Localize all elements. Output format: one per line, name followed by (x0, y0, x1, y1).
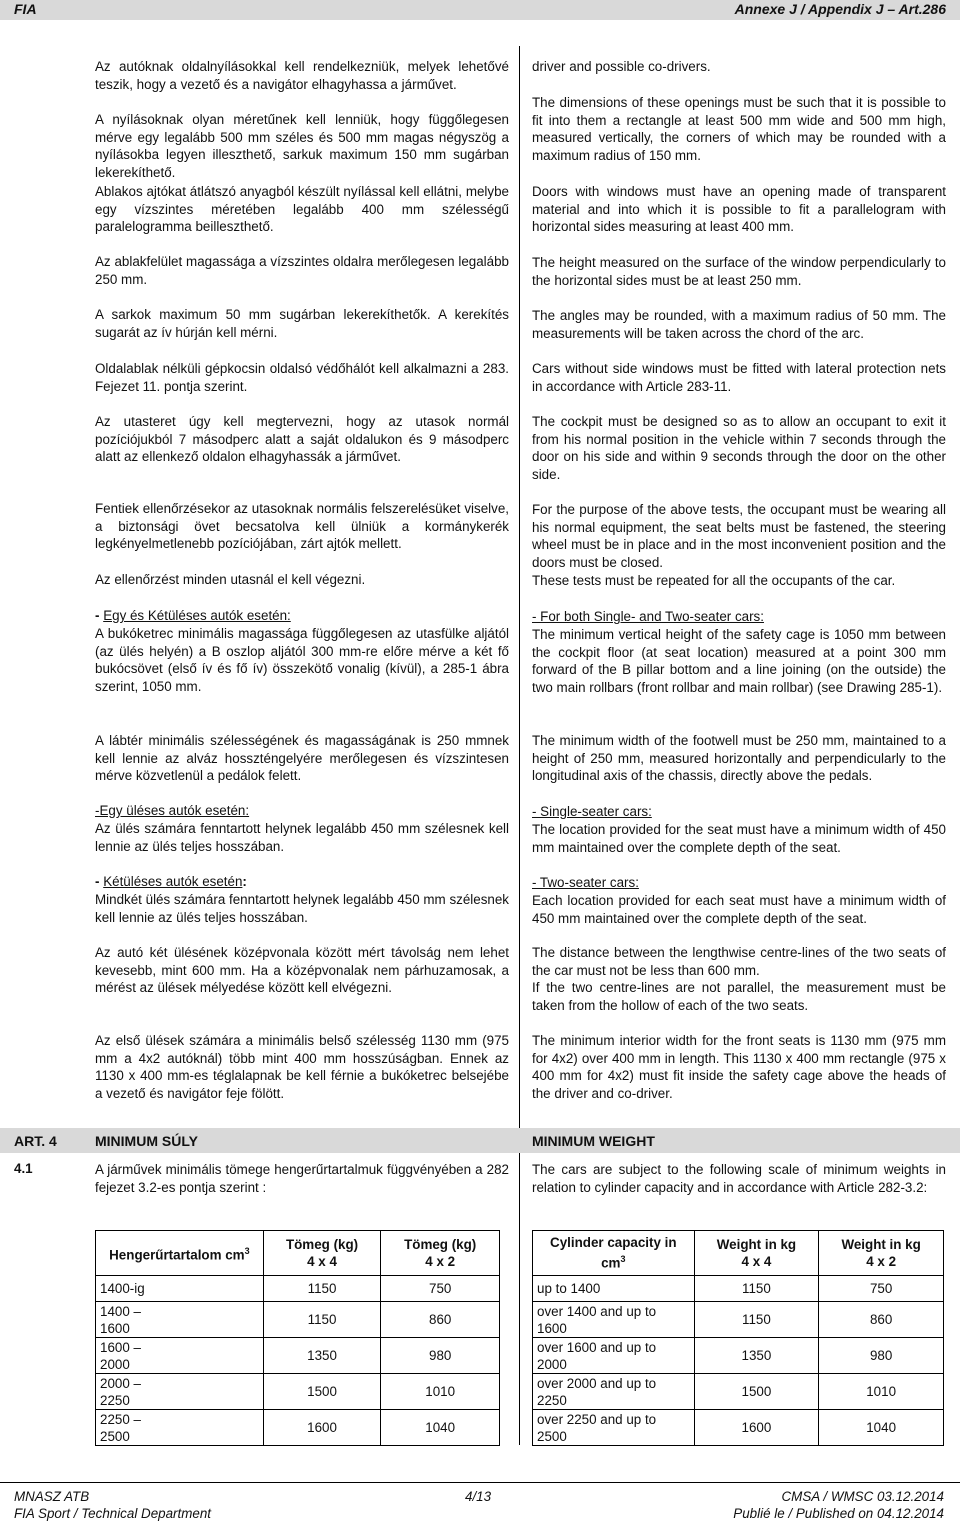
table-cell: 1010 (819, 1374, 944, 1410)
header-text: 4 x 4 (741, 1254, 772, 1269)
hu-paragraph: Ablakos ajtókat átlátszó anyagból készült nyílással kell ellátni, melybe egy vízszintes méretében legalább 400 mm szélességű paralelogramma beilleszthető. (95, 184, 509, 235)
cell-text: 1400 – 1600 (100, 1303, 141, 1336)
cell-text: 1600 – 2000 (100, 1339, 141, 1372)
table-cell: 1150 (694, 1276, 819, 1302)
table-row (96, 1374, 500, 1410)
table-cell: 1400-ig (96, 1276, 264, 1302)
en-subheading: - Two-seater cars: (532, 875, 639, 890)
hu-paragraph: A sarkok maximum 50 mm sugárban lekerekíthetők. A kerekítés sugarát az ív húrján kell mérni. (95, 307, 509, 340)
en-paragraph: Doors with windows must have an opening made of transparent material and into which it is possible to fit a parallelogram with horizontal sides measuring at least 400 mm. (532, 184, 946, 235)
hu-paragraph: Oldalablak nélküli gépkocsin oldalsó védőhálót kell alkalmazni a 283. Fejezet 11. pontja szerint. (95, 361, 509, 394)
weight-table-hu (95, 1230, 500, 1446)
footer-left-1: MNASZ ATB (14, 1489, 90, 1504)
hu-dash: - (95, 608, 104, 623)
hu-subheading (95, 873, 509, 891)
table-cell: 1040 (381, 1410, 500, 1446)
hu-colon: : (242, 874, 247, 889)
en-paragraph: The minimum interior width for the front seats is 1130 mm (975 mm for 4x2) over 400 mm in length. This 1130 x 400 mm rectangle (975 x 400 mm for 4x2) must fit inside the safety cage above the heads of the driver and co-driver. (532, 1033, 946, 1101)
en-paragraph: Cars without side windows must be fitted with lateral protection nets in accordance with Article 283-11. (532, 361, 946, 394)
header-right: Annexe J / Appendix J – Art.286 (734, 1, 946, 17)
table-header-row (96, 1231, 500, 1276)
table-cell (96, 1410, 264, 1446)
header-text: Hengerűrtartalom cm (109, 1247, 245, 1263)
header-sup: 3 (244, 1245, 250, 1256)
weight-table-en (532, 1230, 944, 1446)
table-cell: 980 (381, 1338, 500, 1374)
table-cell: 750 (381, 1276, 500, 1302)
footer-right-1: CMSA / WMSC 03.12.2014 (781, 1489, 944, 1504)
table-row (96, 1338, 500, 1374)
table-header (381, 1231, 500, 1276)
table-cell: 1040 (819, 1410, 944, 1446)
hu-paragraph: Fentiek ellenőrzésekor az utasoknak normális felszerelésüket viselve, a biztonsági övet becsatolva kell ülniük a kormánykerék legkényelmetlenebb pozíciójában, zárt ajtók mellett. (95, 501, 509, 552)
en-paragraph: The angles may be rounded, with a maximum radius of 50 mm. The measurements will be taken across the chord of the arc. (532, 308, 946, 341)
header-text: Tömeg (kg) (285, 1237, 359, 1252)
en-subheading: - For both Single- and Two-seater cars: (532, 609, 764, 624)
table-cell: 860 (381, 1302, 500, 1338)
header-text: Cylinder capacity in cm (550, 1235, 677, 1271)
table-cell: over 2250 and up to 2500 (533, 1410, 695, 1446)
table-cell (96, 1338, 264, 1374)
section-number: 4.1 (14, 1161, 33, 1176)
header-text: 4 x 2 (866, 1254, 897, 1269)
header-text: Weight in kg (841, 1237, 921, 1252)
table-row (96, 1276, 500, 1302)
hu-paragraph: Az ellenőrzést minden utasnál el kell végezni. (95, 572, 366, 587)
table-cell: up to 1400 (533, 1276, 695, 1302)
table-header (263, 1231, 381, 1276)
footer-left-2: FIA Sport / Technical Department (14, 1506, 211, 1521)
hu-subheading (95, 607, 509, 625)
en-paragraph: The minimum width of the footwell must be 250 mm, maintained to a height of 250 mm, measured horizontally and perpendicularly to the longitudinal axis of the chassis, directly above the pedals. (532, 733, 946, 784)
hu-paragraph: Az ablakfelület magassága a vízszintes oldalra merőlegesen legalább 250 mm. (95, 254, 509, 287)
table-header-row (533, 1231, 944, 1276)
table-cell: 750 (819, 1276, 944, 1302)
hu-paragraph: A járművek minimális tömege hengerűrtartalmuk függvényében a 282 fejezet 3.2-es pontja szerint : (95, 1162, 509, 1195)
table-row (533, 1410, 944, 1446)
hu-paragraph: Az autóknak oldalnyílásokkal kell rendelkezniük, melyek lehetővé teszik, hogy a vezető és a navigátor elhagyhassa a járművet. (95, 59, 509, 92)
footer-right-2: Publié le / Published on 04.12.2014 (733, 1506, 944, 1521)
column-divider (519, 46, 520, 1445)
en-paragraph: For the purpose of the above tests, the occupant must be wearing all his normal equipment, the seat belts must be fastened, the steering wheel must be in place and in the most inconvenient position and the doors must be closed. (532, 502, 946, 570)
en-paragraph: The minimum vertical height of the safety cage is 1050 mm between the cockpit floor (at seat location) measured at a point 300 mm forward of the B pillar bottom and a line joining (on the outside) the two main rollbars (front rollbar and main rollbar) (see Drawing 285-1). (532, 627, 946, 695)
table-cell: 1150 (694, 1302, 819, 1338)
hu-paragraph: A nyílásoknak olyan méretűnek kell lenniük, hogy függőlegesen mérve egy legalább 500 mm széles és 500 mm magas négyszög a nyílásokba legyen illeszthető, sarkuk maximum 150 mm sugárban lekerekíthető. (95, 112, 509, 180)
table-cell: 1600 (263, 1410, 381, 1446)
hu-paragraph: Az autó két ülésének középvonala között mért távolság nem lehet kevesebb, mint 600 mm. Ha a középvonalak nem párhuzamosak, a mérést az ülések mélyedése között kell elvégezni. (95, 945, 509, 996)
hu-paragraph: Az utasteret úgy kell megtervezni, hogy az utasok normál pozíciójukból 7 másodperc alatt a saját oldalukon és 9 másodperc alatt az ellenkező oldalon elhagyhassák a járművet. (95, 414, 509, 465)
hu-subheading-text: Kétüléses autók esetén (103, 874, 243, 889)
hu-paragraph: Mindkét ülés számára fenntartott helynek legalább 450 mm szélesnek kell lennie az ülés teljes hosszában. (95, 892, 509, 925)
header-sup: 3 (620, 1254, 626, 1265)
table-cell: 1150 (263, 1302, 381, 1338)
footer-rule (0, 1482, 960, 1483)
table-row (533, 1276, 944, 1302)
table-header (533, 1231, 695, 1276)
article-heading-bar (0, 1128, 960, 1153)
header-text: Weight in kg (716, 1237, 797, 1252)
table-cell: 1350 (263, 1338, 381, 1374)
en-paragraph: These tests must be repeated for all the occupants of the car. (532, 573, 896, 588)
table-row (533, 1374, 944, 1410)
hu-subheading: -Egy üléses autók esetén: (95, 803, 250, 818)
table-cell: 860 (819, 1302, 944, 1338)
en-paragraph: The dimensions of these openings must be such that it is possible to fit into them a rectangle at least 500 mm wide and 500 mm high, measured vertically, the corners of which may be rounded with a maximum radius of 150 mm. (532, 95, 946, 163)
cell-text: 2250 – 2500 (100, 1411, 141, 1444)
table-cell: 1350 (694, 1338, 819, 1374)
hu-paragraph: Az első ülések számára a minimális belső szélesség 1130 mm (975 mm a 4x2 autóknál) több mint 400 mm hosszúságban. Ennek az 1130 x 400 mm-es téglalapnak be kell férnie a bukóketrec belsejébe a vezető és navigátor feje fölött. (95, 1033, 509, 1101)
en-paragraph: Each location provided for each seat must have a minimum width of 450 mm maintained over the complete depth of the seat. (532, 893, 946, 926)
article-title-hu: MINIMUM SÚLY (95, 1133, 198, 1149)
table-row (533, 1338, 944, 1374)
table-header (694, 1231, 819, 1276)
hu-subheading-text: Egy és Kétüléses autók esetén: (103, 608, 291, 623)
table-cell: over 1600 and up to 2000 (533, 1338, 695, 1374)
hu-paragraph: A lábtér minimális szélességének és magasságának is 250 mmnek kell lennie az alváz hosszténgelyére merőlegesen és vízszintesen mérve közvetlenül a pedálok felett. (95, 733, 509, 784)
hu-paragraph: A bukóketrec minimális magassága függőlegesen az utasfülke aljától (az ülés helyén) a B oszlop aljától 300 mm-re előre mérve a két fő bukócsövet (első ív és fő ív) összekötő vonalig (kívül), a 285-1 ábra szerint, 1050 mm. (95, 626, 509, 694)
header-left: FIA (14, 1, 37, 17)
header-text: Tömeg (kg) (404, 1237, 477, 1252)
en-paragraph: driver and possible co-drivers. (532, 59, 711, 74)
cell-text: 2000 – 2250 (100, 1375, 141, 1408)
table-cell: 1600 (694, 1410, 819, 1446)
article-number: ART. 4 (14, 1133, 57, 1149)
article-title-en: MINIMUM WEIGHT (532, 1133, 655, 1149)
table-row (96, 1410, 500, 1446)
table-cell: 980 (819, 1338, 944, 1374)
table-row (96, 1302, 500, 1338)
table-cell (96, 1374, 264, 1410)
hu-paragraph: Az ülés számára fenntartott helynek legalább 450 mm szélesnek kell lennie az ülés teljes hosszában. (95, 821, 509, 854)
table-cell (96, 1302, 264, 1338)
en-paragraph: The distance between the lengthwise centre-lines of the two seats of the car must not be less than 600 mm. (532, 945, 946, 978)
table-cell: over 2000 and up to 2250 (533, 1374, 695, 1410)
en-paragraph: The cars are subject to the following scale of minimum weights in relation to cylinder capacity and in accordance with Article 282-3.2: (532, 1162, 946, 1195)
table-header (819, 1231, 944, 1276)
header-text: 4 x 2 (425, 1254, 456, 1269)
en-paragraph: The height measured on the surface of the window perpendicularly to the horizontal sides must be at least 250 mm. (532, 255, 946, 288)
hu-dash: - (95, 874, 104, 889)
table-cell: 1150 (263, 1276, 381, 1302)
en-paragraph: The cockpit must be designed so as to allow an occupant to exit it from his normal position in the vehicle within 7 seconds through the door on his side and within 9 seconds through the door on the other side. (532, 414, 946, 482)
page-number: 4/13 (465, 1489, 492, 1504)
en-subheading: - Single-seater cars: (532, 804, 652, 819)
en-paragraph: If the two centre-lines are not parallel, the measurement must be taken from the hollow of each of the two seats. (532, 980, 946, 1013)
table-header (96, 1231, 264, 1276)
table-cell: 1010 (381, 1374, 500, 1410)
header-text: 4 x 4 (307, 1254, 337, 1269)
table-row (533, 1302, 944, 1338)
table-cell: 1500 (694, 1374, 819, 1410)
page-header (0, 0, 960, 20)
table-cell: 1500 (263, 1374, 381, 1410)
en-paragraph: The location provided for the seat must have a minimum width of 450 mm maintained over the complete depth of the seat. (532, 822, 946, 855)
table-cell: over 1400 and up to 1600 (533, 1302, 695, 1338)
